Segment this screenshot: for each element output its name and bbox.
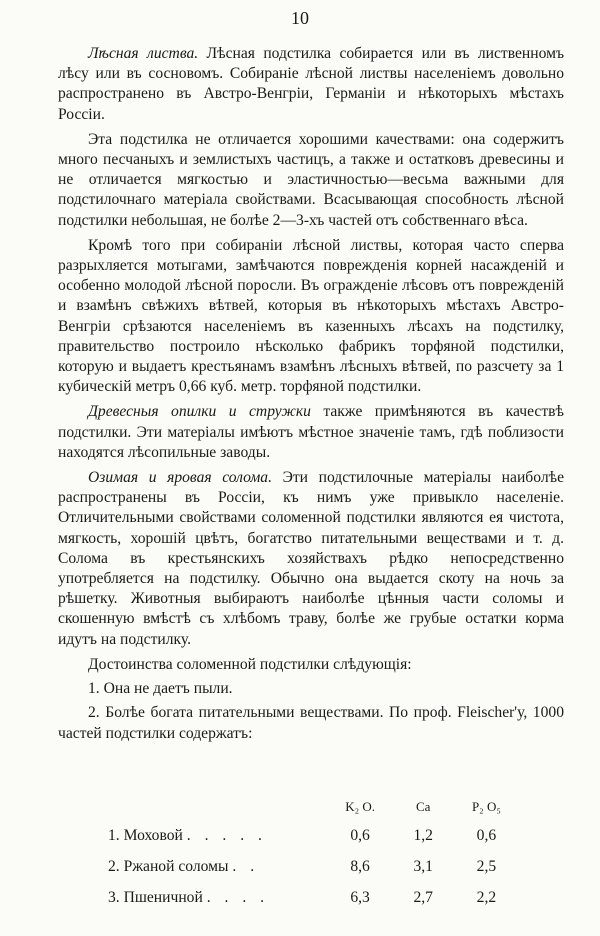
table-row <box>108 882 518 913</box>
table-cell: 8,6 <box>350 857 370 875</box>
paragraph-lead: Лѣсная листва. <box>88 45 199 62</box>
table-cell: 0,6 <box>350 826 370 844</box>
table-cell: 1,2 <box>413 826 433 844</box>
row-label: 2. Ржаной соломы <box>108 857 229 875</box>
row-label-cell <box>108 851 329 882</box>
paragraph <box>58 468 564 650</box>
body-text <box>58 44 564 749</box>
row-label: 3. Пшеничной <box>108 888 203 906</box>
leader-dots: . . . . <box>206 888 270 906</box>
paragraph-text: Эти подстилочные матеріалы наиболѣе распространены въ Россіи, къ нимъ уже привыкло населеніе. Отличительными свойствами соломенной подстилки являются ея чистота, мягкость, хорошій цвѣтъ, богатство питательными веществами и т. д. Солома въ крестьянскихъ хозяйствахъ рѣдко непосредственно употребляется на подстилку. Обычно она выдается скоту на ночь за рѣшетку. Животныя выбираютъ наиболѣе цѣнныя части соломы и скошенную вмѣстѣ съ хлѣбомъ траву, болѣе же грубые остатки корма идутъ на подстилку. <box>58 469 564 648</box>
table-cell: 3,1 <box>413 857 433 875</box>
table-cell: 0,6 <box>476 826 497 844</box>
table-cell: 2,2 <box>476 888 497 906</box>
paragraph-text: Эта подстилка не отличается хорошими качествами: она содержитъ много песчаныхъ и землистыхъ частицъ, а также и остатковъ древесины и не отличается мягкостью и эластичностью—весьма важными для подстилочнаго матеріала свойствами. Всасывающая способность лѣсной подстилки небольшая, не болѣе 2—3-хъ частей отъ собственнаго вѣса. <box>58 130 564 229</box>
table-row <box>108 820 518 851</box>
paragraph <box>58 655 564 675</box>
paragraph <box>58 703 564 743</box>
paragraph-text: Лѣсная подстилка собирается или въ лиственномъ лѣсу или въ сосновомъ. Собираніе лѣсной листвы населеніемъ довольно распространено въ Австро-Венгріи, Германіи и нѣкоторыхъ мѣстахъ Россіи. <box>58 45 565 123</box>
table-cell: 6,3 <box>350 888 370 906</box>
table-header <box>108 794 329 820</box>
composition-table <box>108 794 518 913</box>
paragraph <box>58 402 564 463</box>
row-label-cell <box>108 882 329 913</box>
table-header: Ca <box>416 799 431 814</box>
paragraph-text: 2. Болѣе богата питательными веществами. По проф. Fleischer'у, 1000 частей подстилки содержатъ: <box>58 704 564 742</box>
paragraph-lead: Озимая и яровая солома. <box>88 469 272 487</box>
leader-dots: . . . . . <box>186 826 267 844</box>
paragraph <box>58 236 564 398</box>
paragraph-text: Кромѣ того при собираніи лѣсной листвы, которая часто сперва разрыхляется мотыгами, замѣчаются поврежденія корней насажденій и особенно молодой лѣсной поросли. Въ огражденіе лѣсовъ отъ поврежденій и взамѣнъ свѣжихъ вѣтвей, которыя въ нѣкоторыхъ мѣстахъ Австро-Венгріи срѣзаются населеніемъ въ казенныхъ лѣсахъ на подстилку, правительство построило нѣсколько фабрикъ торфяной подстилки, которую и выдаетъ крестьянамъ взамѣнъ лѣсныхъ вѣтвей, по разсчету за 1 кубическій метръ 0,66 куб. метр. торфяной подстилки. <box>58 236 564 396</box>
paragraph-lead: Древесныя опилки и стружки <box>88 403 311 421</box>
table-row <box>108 851 518 882</box>
table-header: K₂ O. <box>345 799 375 814</box>
paragraph-text: Достоинства соломенной подстилки слѣдующія: <box>88 655 412 673</box>
paragraph-text: 1. Она не даетъ пыли. <box>88 680 233 698</box>
table-cell: 2,7 <box>413 888 433 906</box>
row-label: 1. Моховой <box>108 826 183 844</box>
page-number: 10 <box>291 8 309 28</box>
paragraph <box>58 130 564 231</box>
table-header: P₂ O₅ <box>471 799 501 814</box>
paragraph <box>58 44 564 125</box>
paragraph <box>58 679 564 699</box>
row-label-cell <box>108 820 329 851</box>
table-header-row <box>108 794 518 820</box>
leader-dots: . . <box>232 857 260 875</box>
paragraph-text: также примѣняются въ качествѣ подстилки. Эти матеріалы имѣютъ мѣстное значеніе тамъ, гдѣ поблизости находятся лѣсопильные заводы. <box>58 403 564 461</box>
table-cell: 2,5 <box>476 857 497 875</box>
